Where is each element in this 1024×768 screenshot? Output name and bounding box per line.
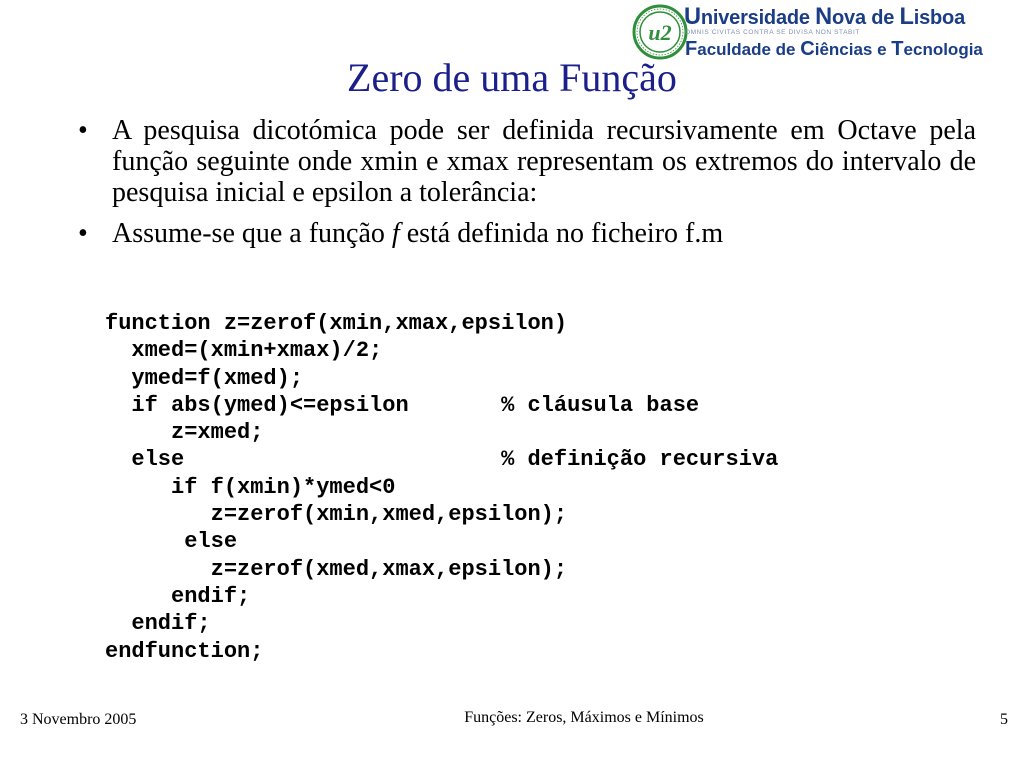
footer-page-number: 5 bbox=[1000, 711, 1008, 728]
logo-university-name: Universidade Nova de Lisboa bbox=[684, 4, 966, 30]
footer-subject: Funções: Zeros, Máximos e Mínimos bbox=[464, 709, 704, 726]
bullet-item bbox=[78, 218, 976, 249]
bullet-text: Assume-se que a função bbox=[112, 218, 392, 249]
footer-date: 3 Novembro 2005 bbox=[20, 711, 137, 728]
slide-title: Zero de uma Função bbox=[347, 55, 677, 100]
code-listing: function z=zerof(xmin,xmax,epsilon) xmed=(xmin+xmax)/2; ymed=f(xmed); if abs(ymed)<=epsilon % cláusula base z=xmed; else % definição recursiva if f(xmin)*ymed<0 z=zerof(xmin,xmed,epsilon); else z=zerof(xmed,xmax,epsilon); endif; endif; endfunction; bbox=[105, 311, 779, 664]
bullet-item: • A pesquisa dicotómica pode ser definida recursivamente em Octave pela função seguinte onde xmin e xmax representam os extremos do intervalo de pesquisa inicial e epsilon a tolerância: bbox=[78, 115, 976, 208]
bullet-italic-symbol: f bbox=[391, 218, 400, 249]
logo-motto: OMNIS CIVITAS CONTRA SE DIVISA NON STABIT bbox=[685, 29, 860, 36]
bullet-text: está definida no ficheiro f.m bbox=[399, 218, 724, 249]
emblem-text: u2 bbox=[648, 20, 672, 45]
bullet-list bbox=[78, 115, 976, 259]
logo-faculty-name: Faculdade de Ciências e Tecnologia bbox=[685, 38, 983, 60]
